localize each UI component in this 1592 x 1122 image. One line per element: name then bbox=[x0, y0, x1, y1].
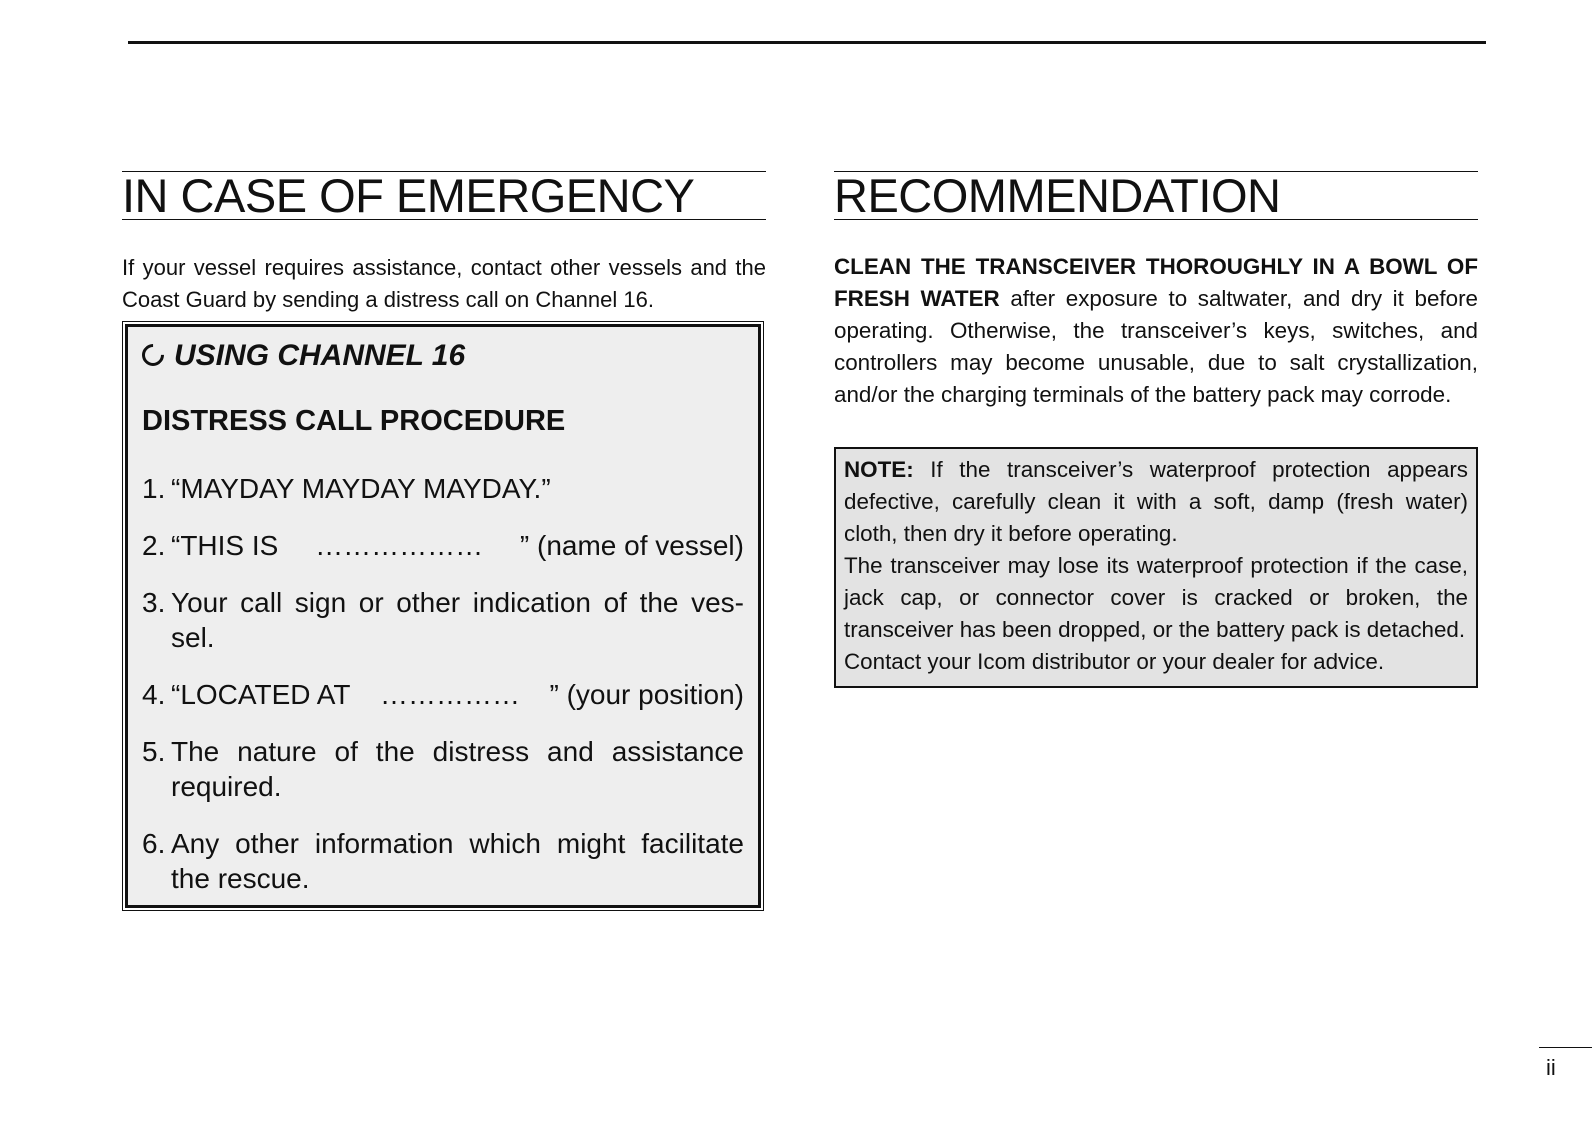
step-lead: “LOCATED AT bbox=[171, 679, 351, 710]
recommendation-body bbox=[834, 251, 1478, 411]
recommendation-lead-bold: CLEAN THE TRANSCEIVER THOROUGHLY IN A BOWL OF FRESH WATER bbox=[834, 254, 1478, 311]
step-number: 6. bbox=[142, 828, 166, 859]
step-item bbox=[142, 528, 744, 563]
recommendation-section bbox=[834, 171, 1478, 688]
step-item bbox=[142, 585, 744, 655]
step-lead: “THIS IS bbox=[171, 530, 279, 561]
step-text bbox=[171, 677, 744, 712]
box-title bbox=[142, 336, 744, 376]
note-label: NOTE: bbox=[844, 457, 914, 482]
top-rule bbox=[128, 41, 1486, 44]
circle-bullet-icon bbox=[137, 339, 168, 370]
step-text bbox=[171, 528, 744, 563]
box-subtitle: DISTRESS CALL PROCEDURE bbox=[142, 405, 566, 437]
emergency-section bbox=[122, 171, 766, 894]
step-item bbox=[142, 677, 744, 712]
step-number: 4. bbox=[142, 679, 166, 710]
distress-procedure-box-inner bbox=[125, 324, 761, 908]
emergency-heading: IN CASE OF EMERGENCY bbox=[122, 171, 766, 220]
step-tail: ” (your position) bbox=[549, 679, 744, 710]
step-item bbox=[142, 826, 744, 896]
recommendation-body-text: after exposure to saltwater, and dry it before operating. Otherwise, the transceiver’s keys, switches, and controllers may become unusable, due to salt crystallization, and/or the charging terminals of the battery pack may corrode. bbox=[834, 286, 1478, 407]
note-box bbox=[834, 447, 1478, 688]
step-text: Any other information which might facilitate the rescue. bbox=[171, 828, 744, 894]
step-item bbox=[142, 471, 744, 506]
step-number: 2. bbox=[142, 530, 166, 561]
step-dots: …………… bbox=[379, 679, 520, 710]
recommendation-heading: RECOMMENDATION bbox=[834, 171, 1478, 220]
note-paragraph: Contact your Icom distributor or your dealer for advice. bbox=[844, 649, 1385, 674]
step-tail: ” (name of vessel) bbox=[519, 530, 744, 561]
note-paragraph: The transceiver may lose its waterproof protection if the case, jack cap, or connector cover is cracked or broken, the transceiver has been dropped, or the battery pack is detached. bbox=[844, 553, 1468, 642]
step-number: 5. bbox=[142, 736, 166, 767]
step-number: 3. bbox=[142, 587, 166, 618]
box-title-text: USING CHANNEL 16 bbox=[174, 339, 466, 372]
note-text: If the transceiver’s waterproof protection appears defective, carefully clean it with a soft, damp (fresh water) cloth, then dry it before operating. bbox=[844, 457, 1468, 546]
page-number-rule bbox=[1539, 1047, 1592, 1048]
note-paragraph bbox=[844, 454, 1468, 550]
distress-steps-list bbox=[142, 471, 744, 896]
emergency-intro: If your vessel requires assistance, contact other vessels and the Coast Guard by sending a distress call on Channel 16. bbox=[122, 255, 766, 312]
step-text: Your call sign or other indication of the ves-sel. bbox=[171, 587, 744, 653]
step-dots: ……………… bbox=[315, 530, 484, 561]
step-text: “MAYDAY MAYDAY MAYDAY.” bbox=[171, 473, 551, 504]
step-item bbox=[142, 734, 744, 804]
step-number: 1. bbox=[142, 473, 166, 504]
page-number: ii bbox=[1546, 1055, 1556, 1080]
step-text: The nature of the distress and assistance required. bbox=[171, 736, 744, 802]
distress-procedure-box bbox=[122, 321, 764, 911]
